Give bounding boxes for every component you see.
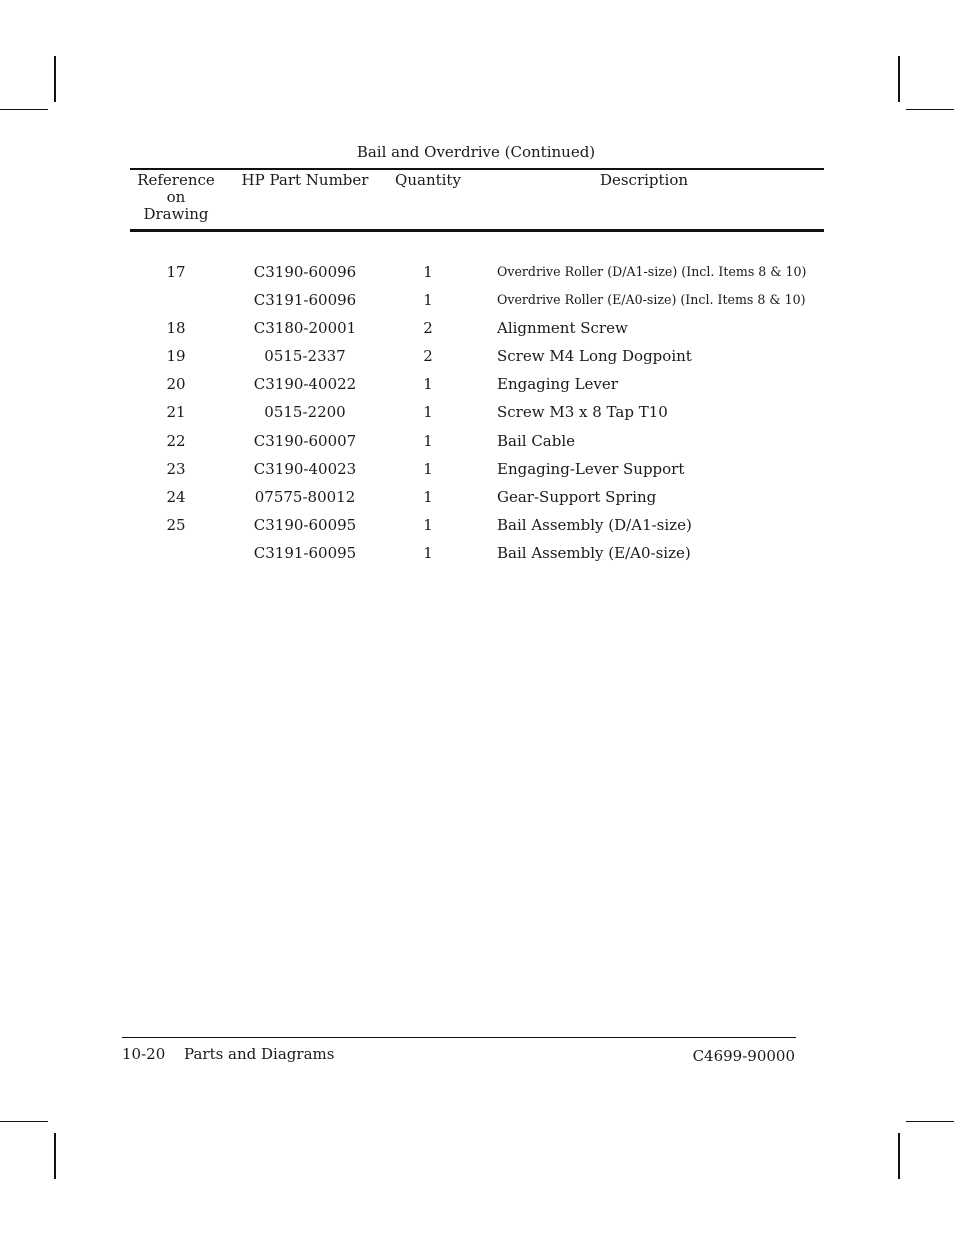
row-description: Bail Assembly (E/A0-size) xyxy=(497,543,691,562)
table-top-rule xyxy=(130,168,824,170)
row-part-number: C3191-60095 xyxy=(253,543,357,562)
row-part-number: C3180-20001 xyxy=(253,319,357,338)
row-quantity: 2 xyxy=(423,347,433,366)
row-description: Alignment Screw xyxy=(497,319,628,338)
row-quantity: 1 xyxy=(423,291,433,310)
row-description: Engaging Lever xyxy=(497,375,618,394)
row-description: Bail Assembly (D/A1-size) xyxy=(497,515,692,534)
row-quantity: 1 xyxy=(423,403,433,422)
crop-mark xyxy=(54,56,56,102)
table-row xyxy=(0,314,954,342)
row-reference: 18 xyxy=(166,319,186,338)
section-title: Parts and Diagrams xyxy=(184,1045,335,1063)
row-description: Screw M4 Long Dogpoint xyxy=(497,347,692,366)
header-reference xyxy=(130,172,222,223)
row-quantity: 1 xyxy=(423,487,433,506)
crop-mark xyxy=(0,109,48,110)
row-reference: 17 xyxy=(166,263,186,281)
row-quantity: 1 xyxy=(423,263,433,281)
row-reference: 19 xyxy=(166,347,186,366)
row-part-number: 0515-2200 xyxy=(264,403,346,422)
row-reference: 21 xyxy=(166,403,186,422)
table-row xyxy=(0,427,954,455)
table-row xyxy=(0,539,954,567)
row-reference: 24 xyxy=(166,487,186,506)
row-quantity: 1 xyxy=(423,375,433,394)
document-number: C4699-90000 xyxy=(692,1047,795,1065)
header-reference-line: on xyxy=(166,188,186,206)
row-part-number: 07575-80012 xyxy=(254,487,356,506)
table-row xyxy=(0,342,954,370)
header-quantity: Quantity xyxy=(395,171,461,189)
header-part-number: HP Part Number xyxy=(241,171,369,189)
row-part-number: 0515-2337 xyxy=(264,347,346,366)
row-quantity: 1 xyxy=(423,515,433,534)
table-header-rule xyxy=(130,229,824,232)
table-title: Bail and Overdrive (Continued) xyxy=(356,143,596,161)
row-description: Overdrive Roller (D/A1-size) (Incl. Items 8 & 10) xyxy=(497,264,807,279)
header-reference-line: Reference xyxy=(137,171,215,189)
crop-mark xyxy=(906,109,954,110)
row-description: Engaging-Lever Support xyxy=(497,459,685,478)
table-row xyxy=(0,370,954,398)
row-part-number: C3191-60096 xyxy=(253,291,357,310)
page-number: 10-20 xyxy=(122,1045,166,1063)
row-quantity: 1 xyxy=(423,431,433,450)
row-part-number: C3190-60095 xyxy=(253,515,357,534)
row-reference: 22 xyxy=(166,431,186,450)
header-description: Description xyxy=(599,171,689,189)
row-part-number: C3190-40023 xyxy=(253,459,357,478)
row-part-number: C3190-40022 xyxy=(253,375,357,394)
row-description: Screw M3 x 8 Tap T10 xyxy=(497,403,668,422)
footer-rule xyxy=(122,1037,796,1038)
parts-table-body xyxy=(0,258,954,567)
row-quantity: 1 xyxy=(423,543,433,562)
table-row xyxy=(0,483,954,511)
row-description: Bail Cable xyxy=(497,431,576,450)
row-reference: 25 xyxy=(166,515,186,534)
row-description: Gear-Support Spring xyxy=(497,487,657,506)
row-quantity: 2 xyxy=(423,319,433,338)
crop-mark xyxy=(0,1121,48,1122)
row-part-number: C3190-60096 xyxy=(253,263,357,281)
row-reference: 23 xyxy=(166,459,186,478)
crop-mark xyxy=(54,1133,56,1179)
footer-left xyxy=(122,1045,334,1063)
crop-mark xyxy=(906,1121,954,1122)
table-row xyxy=(0,455,954,483)
table-row xyxy=(0,398,954,426)
row-description: Overdrive Roller (E/A0-size) (Incl. Items 8 & 10) xyxy=(497,292,806,308)
crop-mark xyxy=(898,56,900,102)
row-part-number: C3190-60007 xyxy=(253,431,357,450)
crop-mark xyxy=(898,1133,900,1179)
row-reference: 20 xyxy=(166,375,186,394)
table-row xyxy=(0,258,954,286)
table-row xyxy=(0,286,954,314)
header-reference-line: Drawing xyxy=(143,205,209,223)
row-quantity: 1 xyxy=(423,459,433,478)
table-row xyxy=(0,511,954,539)
